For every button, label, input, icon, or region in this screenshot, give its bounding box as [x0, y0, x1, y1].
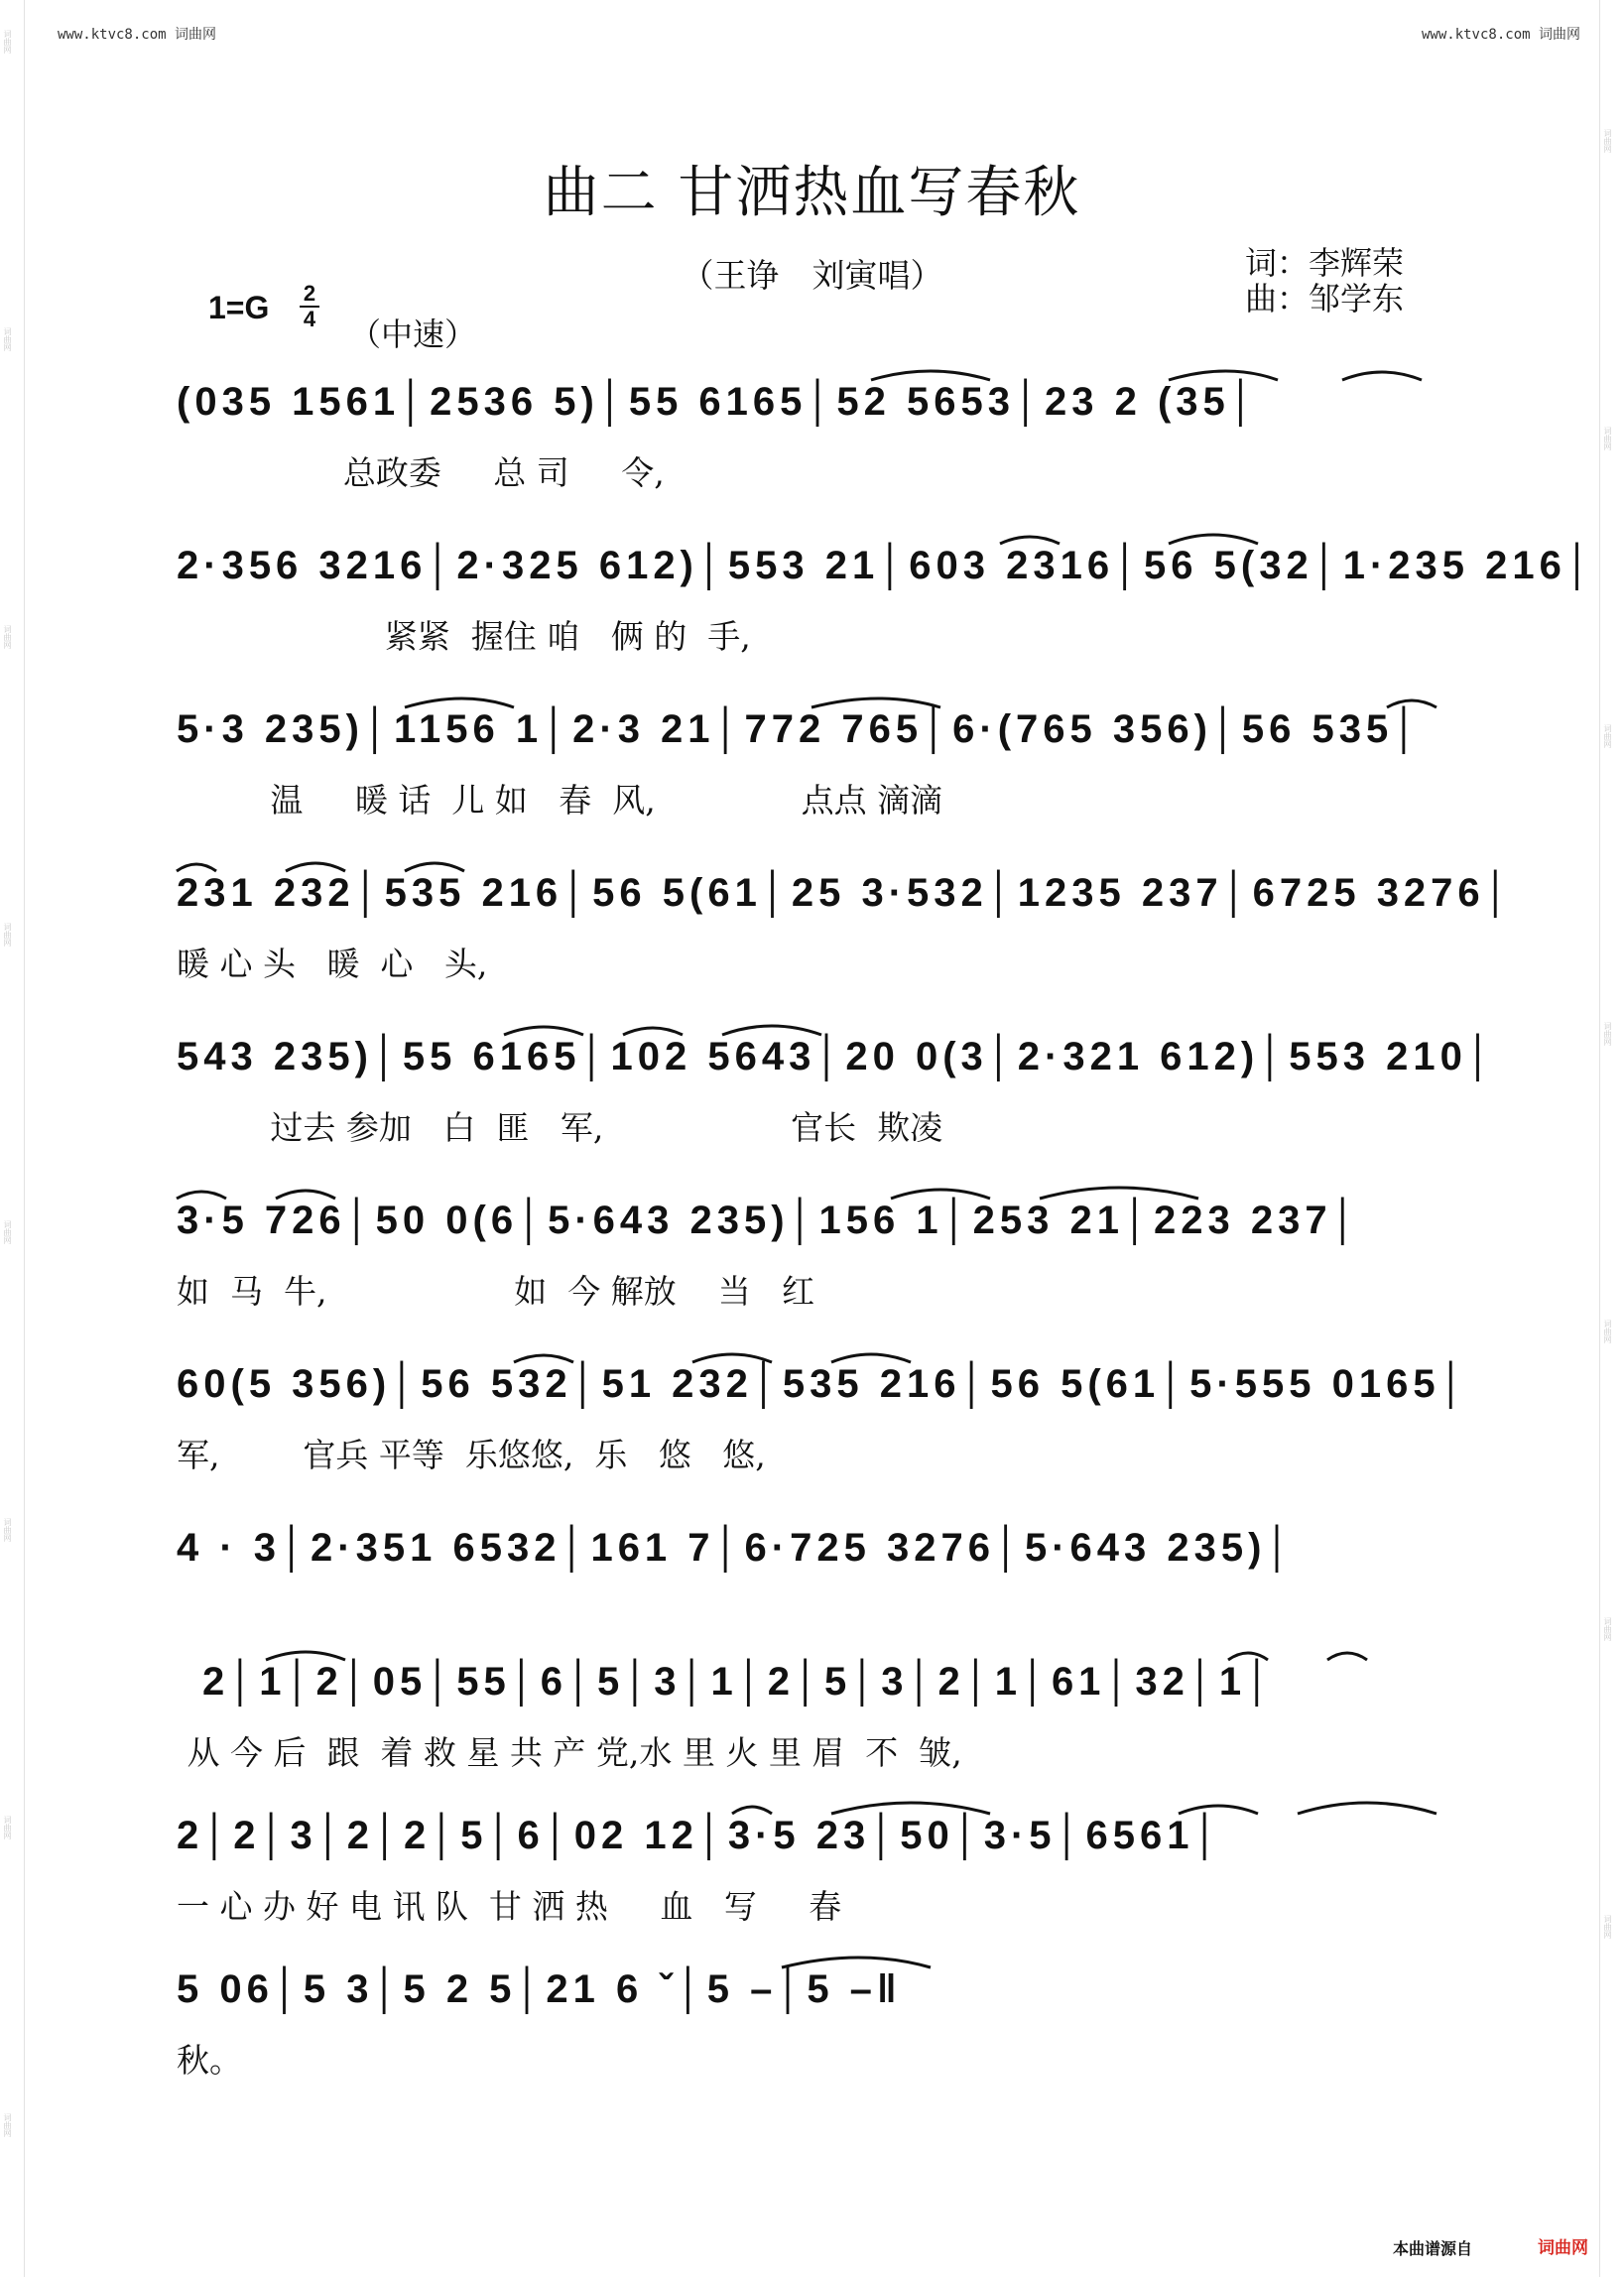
- phrase-slurs: [177, 1191, 1441, 1260]
- notation-line: 3·5 726│50 0(6│5·643 235)│156 1│253 21│223 237│: [177, 1199, 1362, 1242]
- phrase-slurs: [177, 863, 1515, 933]
- notation-line: 543 235)│55 6165│102 5643│20 0(3│2·321 612)│553 210│: [177, 1035, 1497, 1078]
- notation-line: (035 1561│2536 5)│55 6165│52 5653│23 2 (35│: [177, 380, 1260, 424]
- site-url-link[interactable]: www.ktvc8.com: [1421, 27, 1531, 43]
- left-watermark-text: 词曲网: [3, 30, 12, 54]
- right-watermark-strip: [1599, 0, 1624, 2277]
- lyrics-line: 紧紧 握住 咱 俩 的 手,: [177, 617, 751, 656]
- notation-line: 60(5 356)│56 532│51 232│535 216│56 5(61│5·555 0165│: [177, 1362, 1470, 1406]
- source-note: 本曲谱源自: [1393, 2239, 1473, 2258]
- time-signature-denominator: 4: [303, 307, 316, 331]
- right-watermark-text: 词曲网: [1603, 1320, 1612, 1343]
- lyrics-line: 暖 心 头 暖 心 头,: [177, 945, 488, 983]
- header-left: [58, 24, 216, 44]
- song-title: 曲二 甘洒热血写春秋: [543, 161, 1081, 225]
- lyrics-line: 如 马 牛, 如 今 解放 当 红: [177, 1272, 815, 1311]
- lyrics-line: 军, 官兵 平等 乐悠悠, 乐 悠 悠,: [177, 1436, 766, 1474]
- left-watermark-text: 词曲网: [3, 327, 12, 351]
- site-name: 词曲网: [1539, 27, 1580, 43]
- lyrics-line: 总政委 总 司 令,: [177, 453, 665, 492]
- time-signature: [300, 283, 319, 330]
- left-watermark-strip: [0, 0, 25, 2277]
- time-signature-numerator: 2: [303, 281, 316, 306]
- phrase-slurs: [177, 1027, 1497, 1096]
- lyrics-line: 秋。: [177, 2041, 242, 2080]
- site-url-link[interactable]: www.ktvc8.com: [58, 27, 167, 43]
- lyrics-line: 温 暖 话 儿 如 春 风, 点点 滴滴: [177, 781, 943, 820]
- composer-credit: 曲：邹学东: [1245, 280, 1405, 317]
- notation-line: 5 06│5 3│5 2 5│21 6 ˇ│5 –│5 –‖: [177, 1967, 902, 2011]
- notation-line: 2│2│3│2│2│5│6│02 12│3·5 23│50│3·5│6561│: [177, 1814, 1224, 1857]
- notation-line: 2·356 3216│2·325 612)│553 21│603 2316│56 5(32│1·235 216│: [177, 544, 1596, 587]
- left-watermark-text: 词曲网: [3, 625, 12, 649]
- notation-line: 231 232│535 216│56 5(61│25 3·532│1235 237│6725 3276│: [177, 871, 1515, 915]
- lyricist-credit: 词：李辉荣: [1245, 244, 1405, 282]
- right-watermark-text: 词曲网: [1603, 129, 1612, 153]
- site-logo[interactable]: 词曲网: [1538, 2238, 1588, 2258]
- phrase-slurs: [177, 536, 1596, 605]
- notation-line: 2│1│2│05│55│6│5│3│1│2│5│3│2│1│61│32│1│: [202, 1660, 1277, 1704]
- phrase-slurs: [177, 1652, 1441, 1721]
- phrase-slurs: [177, 1806, 1441, 1875]
- header-right: [1422, 24, 1580, 44]
- tempo-marking: （中速）: [349, 316, 477, 353]
- right-watermark-text: 词曲网: [1603, 1915, 1612, 1939]
- phrase-slurs: [177, 1960, 1441, 2029]
- notation-line: 5·3 235)│1156 1│2·3 21│772 765│6·(765 356)│56 535│: [177, 707, 1424, 751]
- phrase-slurs: [177, 1354, 1470, 1424]
- right-watermark-text: 词曲网: [1603, 427, 1612, 450]
- left-watermark-text: 词曲网: [3, 2113, 12, 2137]
- phrase-slurs: [177, 372, 1441, 442]
- left-watermark-text: 词曲网: [3, 1518, 12, 1542]
- singers: （王诤 刘寅唱）: [681, 256, 943, 295]
- right-watermark-text: 词曲网: [1603, 1617, 1612, 1641]
- left-watermark-text: 词曲网: [3, 1220, 12, 1244]
- right-watermark-text: 词曲网: [1603, 1022, 1612, 1046]
- right-watermark-text: 词曲网: [1603, 724, 1612, 748]
- lyrics-line: 一 心 办 好 电 讯 队 甘 洒 热 血 写 春: [177, 1887, 842, 1926]
- lyrics-line: 过去 参加 白 匪 军, 官长 欺凌: [177, 1108, 943, 1147]
- lyrics-line: 从 今 后 跟 着 救 星 共 产 党,水 里 火 里 眉 不 皱,: [177, 1733, 962, 1772]
- key-signature: 1=G: [208, 290, 270, 325]
- phrase-slurs: [177, 699, 1441, 769]
- left-watermark-text: 词曲网: [3, 1816, 12, 1839]
- left-watermark-text: 词曲网: [3, 923, 12, 947]
- site-name: 词曲网: [175, 27, 217, 43]
- notation-line: 4 · 3│2·351 6532│161 7│6·725 3276│5·643 235)│: [177, 1526, 1297, 1570]
